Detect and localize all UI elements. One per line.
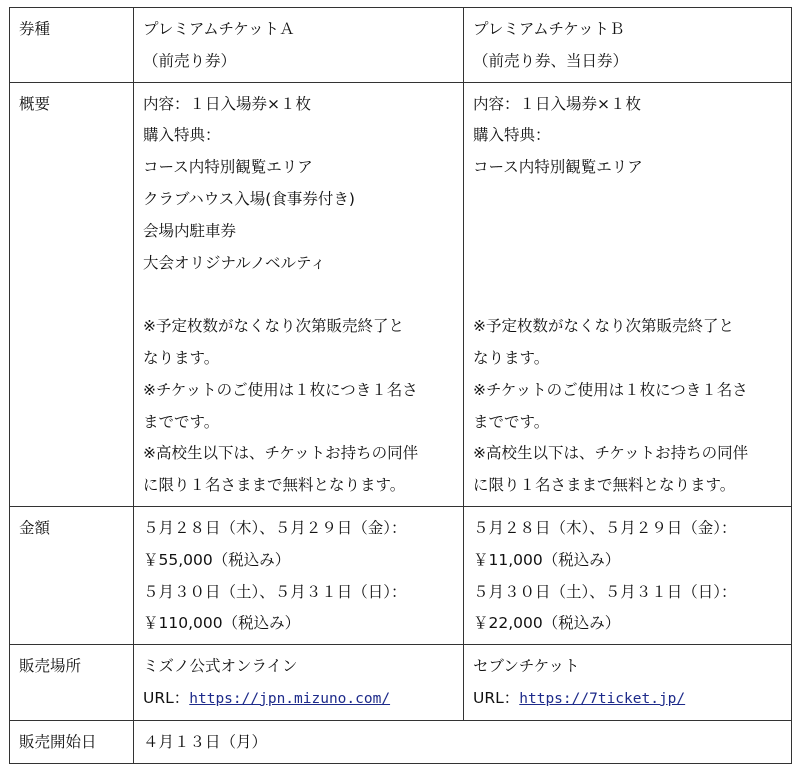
price-a-dates: ５月２８日（木）、５月２９日（金）： [143, 518, 407, 537]
overview-a-line: 購入特典： [143, 126, 221, 145]
label-sales-start: 販売開始日 [10, 720, 134, 763]
mizuno-url-link[interactable]: https://jpn.mizuno.com/ [189, 690, 391, 707]
ticket-a-kind: （前売り券） [143, 51, 237, 70]
overview-a-note: までです。 [143, 412, 220, 431]
overview-a-line: コース内特別観覧エリア [143, 158, 313, 177]
price-b-cell [464, 506, 792, 644]
overview-a-note: ※予定枚数がなくなり次第販売終了と [143, 317, 404, 336]
overview-b-cell [464, 82, 792, 506]
overview-b-note: ※予定枚数がなくなり次第販売終了と [473, 317, 734, 336]
overview-a-note: に限り１名さままで無料となります。 [143, 476, 406, 495]
sales-place-a-cell [134, 645, 464, 721]
overview-a-line: 内容：１日入場券×１枚 [143, 94, 311, 113]
overview-b-note: ※チケットのご使用は１枚につき１名さ [473, 380, 748, 399]
ticket-info-table [9, 7, 792, 764]
price-b-amount: ￥22,000（税込み） [473, 614, 621, 633]
overview-b-line: 購入特典： [473, 126, 551, 145]
ticket-a-name: プレミアムチケットＡ [143, 20, 295, 38]
overview-b-note: ※高校生以下は、チケットお持ちの同伴 [473, 444, 749, 463]
ticket-b-cell [464, 8, 792, 83]
sales-start-value: ４月１３日（月） [134, 720, 792, 763]
row-price [10, 506, 792, 644]
seven-ticket-url-link[interactable]: https://7ticket.jp/ [519, 690, 686, 707]
overview-a-line: 大会オリジナルノベルティ [143, 253, 326, 272]
row-ticket-type [10, 8, 792, 83]
overview-a-line: クラブハウス入場(食事券付き) [143, 189, 355, 208]
ticket-b-kind: （前売り券、当日券） [473, 51, 629, 70]
price-b-dates: ５月２８日（木）、５月２９日（金）： [473, 518, 737, 537]
price-a-amount: ￥55,000（税込み） [143, 550, 291, 569]
overview-b-note: なります。 [473, 348, 550, 367]
overview-b-line: 内容：１日入場券×１枚 [473, 94, 641, 113]
price-b-amount: ￥11,000（税込み） [473, 550, 621, 569]
label-sales-place: 販売場所 [10, 645, 134, 721]
url-label: URL： [143, 688, 190, 707]
price-b-dates: ５月３０日（土）、５月３１日（日）： [473, 582, 737, 601]
sales-place-a-name: ミズノ公式オンライン [143, 657, 298, 676]
overview-a-line: 会場内駐車券 [143, 221, 237, 240]
price-a-cell [134, 506, 464, 644]
ticket-b-name: プレミアムチケットＢ [473, 20, 625, 38]
label-ticket-type: 券種 [10, 8, 134, 83]
url-label: URL： [473, 688, 520, 707]
price-a-amount: ￥110,000（税込み） [143, 614, 301, 633]
sales-place-b-cell [464, 645, 792, 721]
label-price: 金額 [10, 506, 134, 644]
price-a-dates: ５月３０日（土）、５月３１日（日）： [143, 582, 407, 601]
overview-b-note: に限り１名さままで無料となります。 [473, 476, 736, 495]
overview-b-line: コース内特別観覧エリア [473, 158, 643, 177]
overview-a-note: なります。 [143, 348, 220, 367]
overview-a-note: ※高校生以下は、チケットお持ちの同伴 [143, 444, 419, 463]
sales-place-b-name: セブンチケット [473, 657, 580, 676]
overview-a-note: ※チケットのご使用は１枚につき１名さ [143, 380, 418, 399]
overview-b-note: までです。 [473, 412, 550, 431]
overview-a-cell [134, 82, 464, 506]
row-sales-place [10, 645, 792, 721]
label-overview: 概要 [10, 82, 134, 506]
ticket-a-cell [134, 8, 464, 83]
row-overview [10, 82, 792, 506]
